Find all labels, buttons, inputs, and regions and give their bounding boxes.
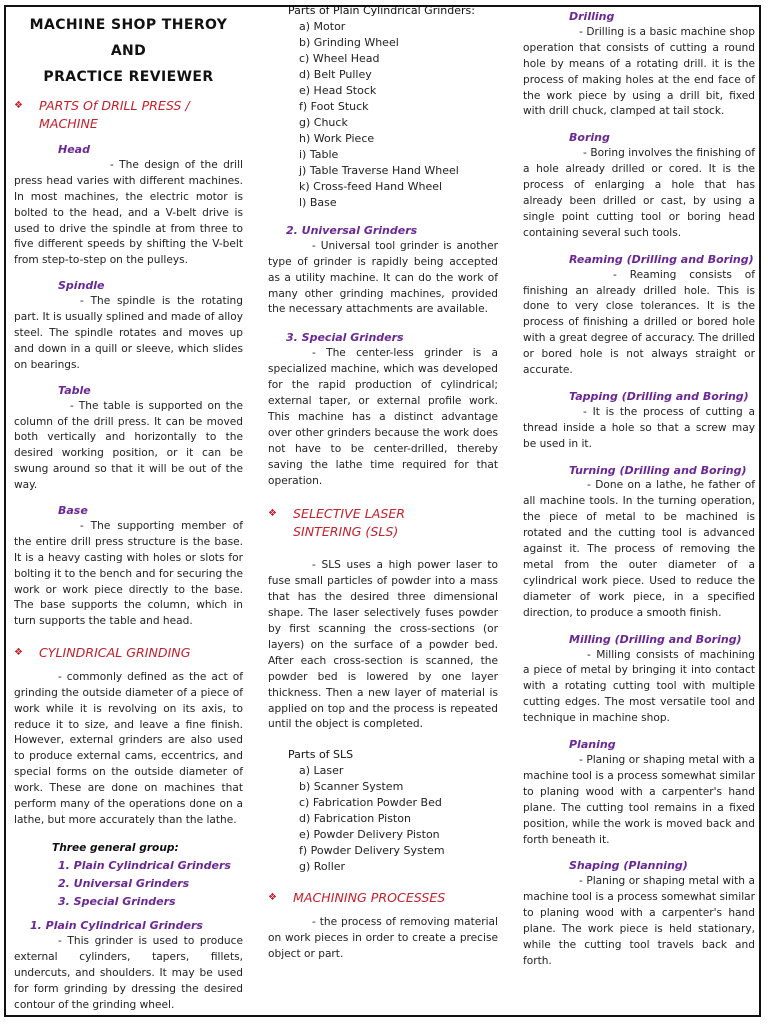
section-heading-text: SELECTIVE LASER SINTERING (SLS) xyxy=(293,506,406,539)
list-item: d) Fabrication Piston xyxy=(299,812,411,826)
subheading-table: Table xyxy=(58,383,91,397)
parts-plain-list xyxy=(268,19,498,211)
subheading-planing: Planing xyxy=(569,738,616,752)
subheading-milling: Milling (Drilling and Boring) xyxy=(569,632,742,646)
parts-plain-heading: Parts of Plain Cylindrical Grinders: xyxy=(288,4,475,17)
diamond-bullet-icon: ❖ xyxy=(14,647,23,659)
subheading-plain-grinders: 1. Plain Cylindrical Grinders xyxy=(30,919,203,933)
paragraph-reaming: - Reaming consists of finishing an already drilled hole. This is done to very close tolerances. It is the process of finishing a drilled or bored hole with a great degree of accuracy. The drilled or bored hole is not always straight or accurate. xyxy=(523,268,755,377)
diamond-bullet-icon: ❖ xyxy=(268,508,277,520)
list-item: i) Table xyxy=(299,147,339,161)
list-item: b) Scanner System xyxy=(299,780,404,794)
list-item: c) Wheel Head xyxy=(299,51,380,65)
list-item: 3. Special Grinders xyxy=(58,895,176,909)
paragraph-head: - The design of the drill press head varies with different machines. In most machines, the electric motor is bolted to the head, and a V-belt drive is used to drive the spindle at from three to five different speeds by shifting the V-belt from step-to-step on the pulleys. xyxy=(14,158,243,267)
section-heading-sls xyxy=(268,505,498,540)
list-item: b) Grinding Wheel xyxy=(299,35,399,49)
list-item: e) Powder Delivery Piston xyxy=(299,828,440,842)
paragraph-shaping: - Planing or shaping metal with a machine tool is a process somewhat similar to planing wood with a carpenter's hand plane. The work piece is held stationary, while the cutting tool travels back and forth. xyxy=(523,875,755,967)
paragraph-sls: - SLS uses a high power laser to fuse small particles of powder into a mass that has the desired three dimensional shape. The laser selectively fuses powder by first scanning the cross-sections (or layers) on the surface of a powder bed. After each cross-section is scanned, the powder bed is lowered by one layer thickness. Then a new layer of material is applied on top and the process is repeated until the object is completed. xyxy=(268,559,498,731)
list-item: 1. Plain Cylindrical Grinders xyxy=(58,858,231,872)
subheading-base: Base xyxy=(58,504,88,518)
list-item: g) Roller xyxy=(299,860,346,874)
paragraph-spindle: - The spindle is the rotating part. It is usually splined and made of alloy steel. The spindle rotates and moves up and down in a quill or sleeve, which slides on bearings. xyxy=(14,295,243,371)
subheading-head: Head xyxy=(58,143,90,156)
paragraph-universal: - Universal tool grinder is another type of grinder is rapidly being accepted as a utility machine. It can do the work of many other grinding machines, provided the necessary attachments are available. xyxy=(268,239,498,316)
paragraph-planing: - Planing or shaping metal with a machine tool is a process somewhat similar to planing wood with a carpenter's hand plane. The cutting tool remains in a fixed position, while the work is moved back and forth beneath it. xyxy=(523,753,755,846)
parts-sls-heading: Parts of SLS xyxy=(288,748,354,762)
list-item: c) Fabrication Powder Bed xyxy=(299,796,442,810)
diamond-bullet-icon: ❖ xyxy=(268,892,277,904)
paragraph-plain-grinders: - This grinder is used to produce external cylinders, tapers, fillets, undercuts, and shoulders. It may be used for form grinding by dressing the desired contour of the grinding wheel. xyxy=(14,935,243,1011)
paragraph-base: - The supporting member of the entire drill press structure is the base. It is a heavy casting with holes or slots for bolting it to the bench and for securing the work or work piece directly to the base. The base supports the column, which in turn supports the table and head. xyxy=(14,519,243,628)
list-item: j) Table Traverse Hand Wheel xyxy=(299,163,459,177)
column-right xyxy=(523,12,755,970)
section-heading-text: PARTS Of DRILL PRESS / MACHINE xyxy=(39,98,190,131)
list-item: f) Foot Stuck xyxy=(299,99,369,113)
subheading-special: 3. Special Grinders xyxy=(286,331,404,345)
subheading-reaming: Reaming (Drilling and Boring) xyxy=(569,252,754,266)
subheading-universal: 2. Universal Grinders xyxy=(286,223,418,237)
column-middle xyxy=(268,4,498,963)
diamond-bullet-icon: ❖ xyxy=(14,100,23,111)
list-item: e) Head Stock xyxy=(299,83,377,97)
three-groups-label: Three general group: xyxy=(52,841,179,854)
document-title-line2: PRACTICE REVIEWER xyxy=(43,69,214,85)
paragraph-cylindrical: - commonly defined as the act of grinding the outside diameter of a piece of work while it is revolving on its axis, to reduce it to size, and leave a fine finish. However, external grinders are also used to produce external cams, eccentrics, and special forms on the outside diameter of work. These are done on machines that perform many of the operations done on a lathe, but more accurately than the lathe. xyxy=(14,670,243,826)
paragraph-special: - The center-less grinder is a specialized machine, which was developed for the rapid production of cylindrical; external taper, or external profile work. This machine has a distinct advantage over other grinders because the work does not have to be center-drilled, thereby saving the lathe time required for that operation. xyxy=(268,347,498,487)
subheading-drilling: Drilling xyxy=(569,10,615,23)
groups-list xyxy=(14,857,243,912)
document-title-line1: MACHINE SHOP THEROY AND xyxy=(29,17,228,59)
list-item: h) Work Piece xyxy=(299,131,375,145)
column-left xyxy=(14,12,243,1014)
paragraph-tapping: - It is the process of cutting a thread inside a hole so that a screw may be used in it. xyxy=(523,405,755,450)
paragraph-drilling: - Drilling is a basic machine shop operation that consists of cutting a round hole by means of a rotating drill. it is the process of making holes at the end face of the work piece by using a drill bit, fixed with drill chuck, clamped at tail stock. xyxy=(523,25,755,118)
list-item: 2. Universal Grinders xyxy=(58,876,190,890)
subheading-turning: Turning (Drilling and Boring) xyxy=(569,463,747,477)
section-heading-text: MACHINING PROCESSES xyxy=(293,890,446,906)
paragraph-table: - The table is supported on the column of the drill press. It can be moved both vertically and horizontally to the desired working position, or it can be swung around so that it will be out of the way. xyxy=(14,399,243,492)
subheading-boring: Boring xyxy=(569,131,610,145)
paragraph-boring: - Boring involves the finishing of a hole already drilled or cored. It is the process of enlarging a hole that has already been drilled or cast, by using a single point cutting tool or boring head containing several such tools. xyxy=(523,147,755,239)
subheading-spindle: Spindle xyxy=(58,279,105,293)
parts-sls-list xyxy=(268,763,498,875)
paragraph-milling: - Milling consists of machining a piece of metal by bringing it into contact with a rotating cutting tool with multiple cutting edges. The most versatile tool and technique in machine shop. xyxy=(523,648,755,725)
list-item: f) Powder Delivery System xyxy=(299,844,445,858)
list-item: a) Motor xyxy=(299,19,346,33)
list-item: a) Laser xyxy=(299,764,344,778)
section-heading-cylindrical xyxy=(14,644,243,662)
list-item: d) Belt Pulley xyxy=(299,67,372,81)
subheading-tapping: Tapping (Drilling and Boring) xyxy=(569,389,749,403)
list-item: k) Cross-feed Hand Wheel xyxy=(299,179,443,193)
section-heading-drill-press xyxy=(14,97,243,132)
subheading-shaping: Shaping (Planning) xyxy=(569,859,688,873)
section-heading-machining xyxy=(268,889,498,907)
list-item: g) Chuck xyxy=(299,115,348,129)
paragraph-machining: - the process of removing material on work pieces in order to create a precise object or part. xyxy=(268,915,498,960)
paragraph-turning: - Done on a lathe, he father of all machine tools. In the turning operation, the piece of metal to be machined is rotated and the cutting tool is advanced against it. The process of removing the metal from the outer diameter of a cylindrical work piece. Used to reduce the diameter of work piece, in a specified direction, to produce a smooth finish. xyxy=(523,479,755,619)
list-item: l) Base xyxy=(299,195,337,209)
section-heading-text: CYLINDRICAL GRINDING xyxy=(39,645,191,661)
